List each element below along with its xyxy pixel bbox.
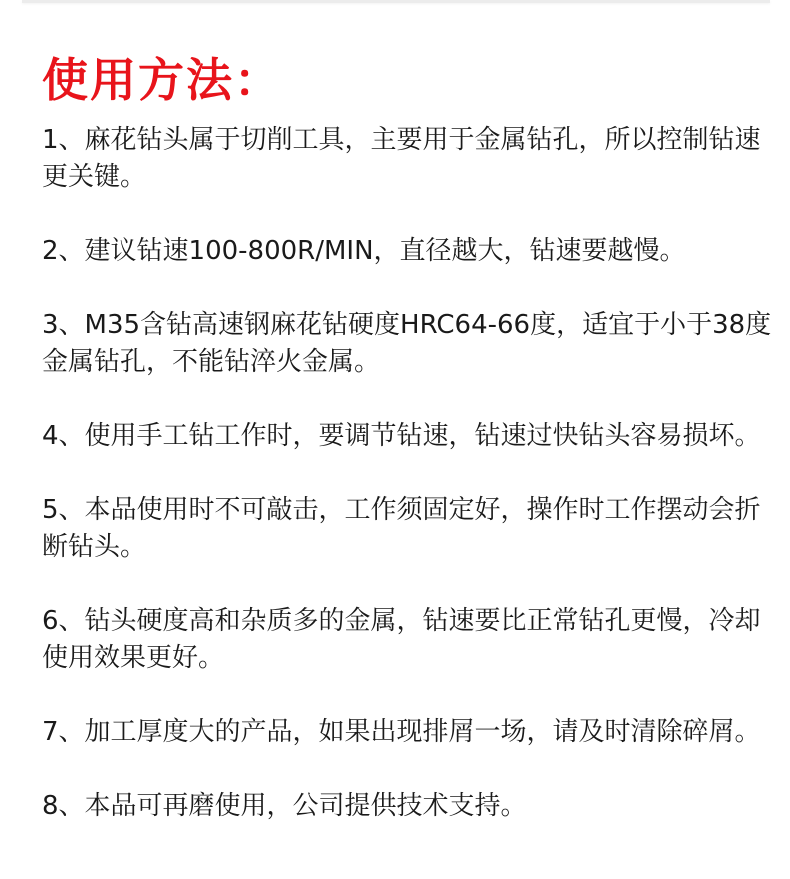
usage-heading: 使用方法： (42, 53, 282, 107)
instruction-item-6: 6、钻头硬度高和杂质多的金属，钻速要比正常钻孔更慢，冷却使用效果更好。 (42, 606, 761, 673)
instruction-item-2: 2、建议钻速100-800R/MIN，直径越大，钻速要越慢。 (42, 236, 686, 266)
usage-instructions-list (42, 122, 774, 825)
instruction-item-1: 1、麻花钻头属于切削工具，主要用于金属钻孔，所以控制钻速更关键。 (42, 125, 761, 192)
instruction-item-5: 5、本品使用时不可敲击，工作须固定好，操作时工作摆动会折断钻头。 (42, 495, 761, 562)
instruction-item-8: 8、本品可再磨使用，公司提供技术支持。 (42, 791, 527, 821)
instruction-item-3: 3、M35含钻高速钢麻花钻硬度HRC64-66度，适宜于小于38度金属钻孔，不能钻淬火金属。 (42, 310, 772, 377)
top-divider (22, 0, 770, 3)
instruction-item-7: 7、加工厚度大的产品，如果出现排屑一场，请及时清除碎屑。 (42, 717, 761, 747)
instruction-item-4: 4、使用手工钻工作时，要调节钻速，钻速过快钻头容易损坏。 (42, 421, 761, 451)
